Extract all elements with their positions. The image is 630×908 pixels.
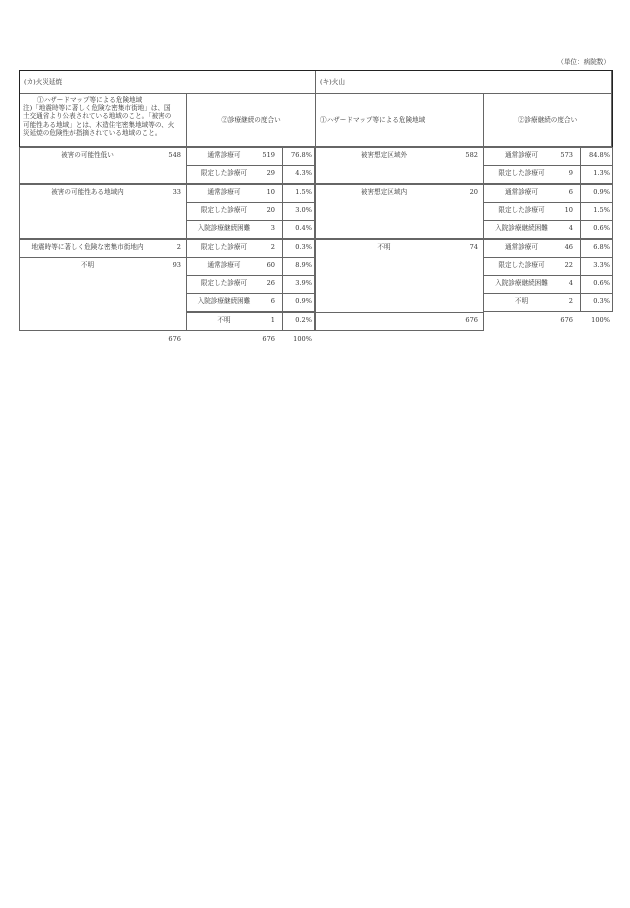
volcano-total-cell <box>315 312 484 331</box>
volcano-care-header-text: ②診療継続の度合い <box>517 116 578 124</box>
fire-care-count: 20 <box>266 205 275 214</box>
fire-care-pct: 8.9% <box>295 260 312 269</box>
volcano-hazard-label: 被害想定区域内 <box>360 187 408 196</box>
fire-hazard-note-line: 土交通省より公表されている地域のこと。「被害の <box>23 112 172 121</box>
volcano-care-pct: 0.3% <box>593 297 610 306</box>
fire-care-count: 10 <box>266 187 275 196</box>
fire-hazard-count: 548 <box>168 151 181 159</box>
volcano-total-care: 676 <box>560 315 573 324</box>
fire-care-count: 3 <box>270 224 275 233</box>
volcano-care-pct: 84.8% <box>589 151 610 159</box>
fire-hazard-label: 不明 <box>80 260 95 269</box>
fire-care-label: 入院診療継続困難 <box>197 297 251 306</box>
volcano-hazard-header-text: ①ハザードマップ等による危険地域 <box>320 116 426 124</box>
volcano-care-count: 10 <box>564 205 573 214</box>
fire-care-pct: 1.5% <box>295 187 312 196</box>
fire-care-label: 通常診療可 <box>207 260 241 269</box>
volcano-care-label: 通常診療可 <box>505 242 538 251</box>
volcano-hazard-label: 被害想定区域外 <box>360 151 408 159</box>
volcano-care-count: 573 <box>560 151 573 159</box>
fire-hazard-count: 33 <box>172 187 181 196</box>
volcano-care-count: 22 <box>564 260 573 269</box>
fire-care-count: 60 <box>266 260 275 269</box>
volcano-hazard-count: 20 <box>469 187 478 196</box>
volcano-care-label: 限定した診療可 <box>498 205 545 214</box>
volcano-care-pct: 6.8% <box>593 242 610 251</box>
fire-hazard-header-title: ①ハザードマップ等による危険地域 <box>37 96 143 104</box>
fire-care-pct: 4.3% <box>295 169 312 178</box>
volcano-care-pct: 0.9% <box>593 187 610 196</box>
volcano-hazard-count: 582 <box>465 151 478 159</box>
volcano-care-count: 9 <box>568 169 573 178</box>
fire-care-pct: 3.9% <box>295 279 312 288</box>
fire-total-hazard: 676 <box>168 335 181 343</box>
fire-care-label: 不明 <box>217 315 231 324</box>
fire-care-count: 29 <box>266 169 275 178</box>
fire-hazard-note-line: 注)「地震時等に著しく危険な密集市街地」は、国 <box>23 104 171 113</box>
fire-care-label: 限定した診療可 <box>200 205 248 214</box>
fire-total-care: 676 <box>262 335 275 343</box>
volcano-care-label: 通常診療可 <box>505 151 538 159</box>
unit-label: （単位：病院数） <box>557 58 610 66</box>
volcano-care-label: 入院診療継続困難 <box>495 279 548 288</box>
fire-hazard-note-line: 可能性ある地域」とは、木造住宅密集地域等の、火 <box>23 120 175 129</box>
volcano-care-count: 6 <box>568 187 573 196</box>
volcano-title: (キ)火山 <box>320 78 345 86</box>
fire-care-label: 限定した診療可 <box>200 242 248 251</box>
volcano-care-label: 限定した診療可 <box>498 260 545 269</box>
fire-hazard-label: 被害の可能性ある地域内 <box>51 187 124 196</box>
fire-hazard-count: 2 <box>176 242 181 251</box>
fire-care-label: 入院診療継続困難 <box>197 224 251 233</box>
fire-hazard-label: 被害の可能性低い <box>61 151 114 159</box>
fire-care-count: 2 <box>270 242 275 251</box>
volcano-total-hazard: 676 <box>465 315 478 324</box>
volcano-care-pct: 0.6% <box>593 279 610 288</box>
volcano-care-pct: 0.6% <box>593 224 610 233</box>
header-border <box>19 70 613 148</box>
fire-care-label: 通常診療可 <box>207 151 241 159</box>
volcano-care-count: 2 <box>568 297 573 306</box>
volcano-care-count: 46 <box>564 242 573 251</box>
volcano-care-count: 4 <box>568 224 573 233</box>
volcano-hazard-count: 74 <box>469 242 478 251</box>
fire-care-count: 1 <box>270 315 275 324</box>
fire-total-pct: 100% <box>293 335 312 343</box>
fire-title: (カ)火災延焼 <box>24 78 63 86</box>
volcano-care-pct: 1.3% <box>593 169 610 178</box>
fire-care-pct: 76.8% <box>291 151 312 159</box>
fire-care-pct: 3.0% <box>295 205 312 214</box>
fire-care-pct: 0.3% <box>295 242 312 251</box>
fire-care-header-text: ②診療継続の度合い <box>221 116 281 124</box>
fire-care-count: 26 <box>266 279 275 288</box>
volcano-care-label: 限定した診療可 <box>498 169 545 178</box>
fire-care-label: 通常診療可 <box>207 187 241 196</box>
fire-care-pct: 0.2% <box>295 315 312 324</box>
fire-hazard-count: 93 <box>172 260 181 269</box>
fire-care-pct: 0.4% <box>295 224 312 233</box>
volcano-care-label: 通常診療可 <box>505 187 538 196</box>
fire-care-count: 6 <box>270 297 275 306</box>
volcano-care-pct: 3.3% <box>593 260 610 269</box>
fire-hazard-label: 地震時等に著しく危険な密集市街地内 <box>31 242 144 251</box>
volcano-care-count: 4 <box>568 279 573 288</box>
fire-care-count: 519 <box>262 151 275 159</box>
volcano-care-pct: 1.5% <box>593 205 610 214</box>
fire-care-label: 限定した診療可 <box>200 279 248 288</box>
fire-hazard-note-line: 災延焼の危険性が指摘されている地域のこと。 <box>23 128 162 137</box>
volcano-total-pct: 100% <box>591 315 610 324</box>
volcano-care-label: 不明 <box>514 297 529 306</box>
fire-care-pct: 0.9% <box>295 297 312 306</box>
volcano-care-label: 入院診療継続困難 <box>495 224 548 233</box>
volcano-hazard-label: 不明 <box>377 242 391 251</box>
fire-care-label: 限定した診療可 <box>200 169 248 178</box>
